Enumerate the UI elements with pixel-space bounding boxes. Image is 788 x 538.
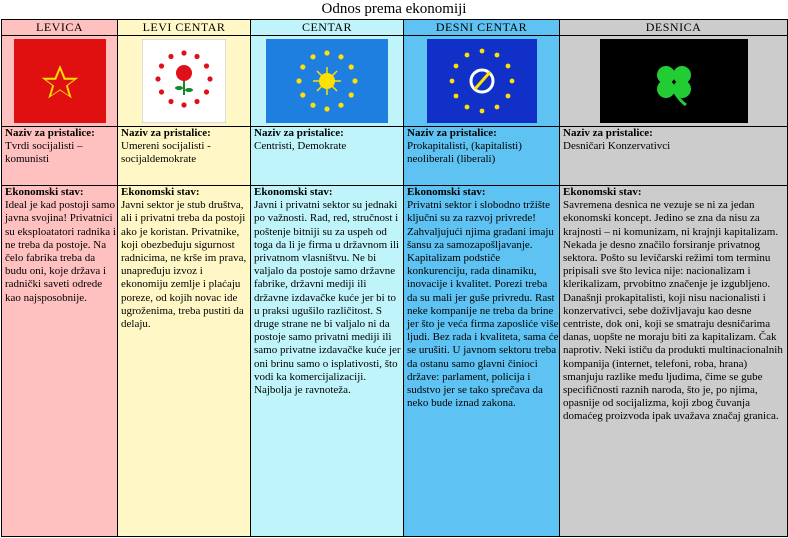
eko-cell-levica xyxy=(2,186,118,537)
name-text: Prokapitalisti, (kapitalisti) neoliberali (liberali) xyxy=(407,140,522,166)
header-levi-centar: LEVI CENTAR xyxy=(118,20,251,36)
eko-text: Ideal je kad postoji samo javna svojina! Privatnici su eksploatatori radnika i ne treba da postoje. Na čelo fabrika treba da budu oni, koje država i radnički saveti odrede kao najsposobnije. xyxy=(5,199,116,304)
header-row xyxy=(2,20,788,36)
name-text: Centristi, Demokrate xyxy=(254,140,347,153)
eko-cell-desnica xyxy=(560,186,788,537)
eko-cell-centar xyxy=(251,186,404,537)
eko-label: Ekonomski stav: xyxy=(121,186,200,198)
name-label: Naziv za pristalice: xyxy=(5,127,95,139)
clover-flag-icon xyxy=(600,39,748,123)
names-cell-desni-centar xyxy=(404,127,560,186)
flag-cell-levica xyxy=(2,36,118,127)
flag-row xyxy=(2,36,788,127)
name-label: Naziv za pristalice: xyxy=(563,127,653,139)
flag-cell-centar xyxy=(251,36,404,127)
names-cell-centar xyxy=(251,127,404,186)
flag-cell-desnica xyxy=(560,36,788,127)
header-centar: CENTAR xyxy=(251,20,404,36)
eko-label: Ekonomski stav: xyxy=(254,186,333,198)
eko-text: Privatni sektor i slobodno tržište ključni su za razvoj privrede! Zahvaljujući njima građani imaju šansu za samozapošljavanje. Kapitalizam podstiče konkurenciju, rada dinamiku, inovacije i kvalitet. Porezi treba da su mali jer guše privredu. Rast neke kompanije ne treba da brine jer što je veća firma zaposliće više ljudi. Bez rada i kvaliteta, sama će se urušiti. U javnom sektoru treba da ostanu samo glavni činioci države: parlament, policija i sudstvo jer se tako sprečava da neko bude iznad zakona. xyxy=(407,199,559,410)
names-cell-desnica xyxy=(560,127,788,186)
page-title: Odnos prema ekonomiji xyxy=(321,1,467,17)
name-text: Tvrdi socijalisti – komunisti xyxy=(5,140,83,166)
names-row xyxy=(2,127,788,186)
eko-text: Javni i privatni sektor su jednaki po važnosti. Rad, red, stručnost i poštenje bitniji su za uspeh od toga da li je firma u državnom ili privatnom vlasništvu. Ne bi valjalo da postoje samo državne fabrike, državni mediji ili državne izdavačke kuće jer bi to u praksi ugušilo različitost. S druge strane ne bi valjalo ni da postoje samo privatni mediji ili samo privatne izdavačke kuće jer oni brinu samo o isplativosti, što vodi ka komercijalizaciji. Najbolja je ravnoteža. xyxy=(254,199,401,397)
name-text: Umereni socijalisti - socijaldemokrate xyxy=(121,140,211,166)
economy-row xyxy=(2,186,788,537)
eko-label: Ekonomski stav: xyxy=(5,186,84,198)
names-cell-levica xyxy=(2,127,118,186)
sun-stars-flag-icon xyxy=(266,39,388,123)
eko-text: Javni sektor je stub društva, ali i privatni treba da postoji ako je koristan. Privatnike, koji obezbeđuju sigurnost radnicima, ne krše im prava, unapređuju izvoz i ekonomiju zemlje i plaćaju poreze, od kojih novac ide ugroženima, treba pustiti da delaju. xyxy=(121,199,247,331)
name-label: Naziv za pristalice: xyxy=(254,127,344,139)
names-cell-levi-centar xyxy=(118,127,251,186)
name-label: Naziv za pristalice: xyxy=(407,127,497,139)
eko-label: Ekonomski stav: xyxy=(563,186,642,198)
header-desnica: DESNICA xyxy=(560,20,788,36)
flag-cell-levi-centar xyxy=(118,36,251,127)
eu-stars-logo-flag-icon xyxy=(427,39,537,123)
name-text: Desničari Konzervativci xyxy=(563,140,671,153)
flag-cell-desni-centar xyxy=(404,36,560,127)
header-levica: LEVICA xyxy=(2,20,118,36)
rose-stars-flag-icon xyxy=(142,39,226,123)
name-label: Naziv za pristalice: xyxy=(121,127,211,139)
header-desni-centar: DESNI CENTAR xyxy=(404,20,560,36)
eko-cell-levi-centar xyxy=(118,186,251,537)
red-star-flag-icon xyxy=(14,39,106,123)
eko-cell-desni-centar xyxy=(404,186,560,537)
economy-table xyxy=(1,19,788,537)
eko-text: Savremena desnica ne vezuje se ni za jedan ekonomski koncept. Jedino se zna da nisu za krajnosti – ni komunizam, ni krajnji kapitalizam. Nekada je desno značilo forsiranje privatnog sektora. Pošto su levičarski režimi tom terminu pripisali sve što levica nije: nacionalizam i klerikalizam, prvobitno značenje je izgubljeno. Današnji prokapitalisti, koji nisu nacionalisti i konzervativci, sebe doživljavaju kao desne centriste, dok oni, koji se smatraju desničarima danas, uopšte ne moraju biti za kapitalizam. Čak naprotiv. Neki ističu da produkti multinacionalnih kompanija (internet, telefoni, roba, hrana) smanjuju razlike među ljudima, čime se gube specifičnosti raznih naroda, što je, po njima, opasnije od socijalizma, koji zbog čuvanja domaćeg proizvoda ipak uvažava značaj granica. xyxy=(563,199,783,423)
eko-label: Ekonomski stav: xyxy=(407,186,486,198)
